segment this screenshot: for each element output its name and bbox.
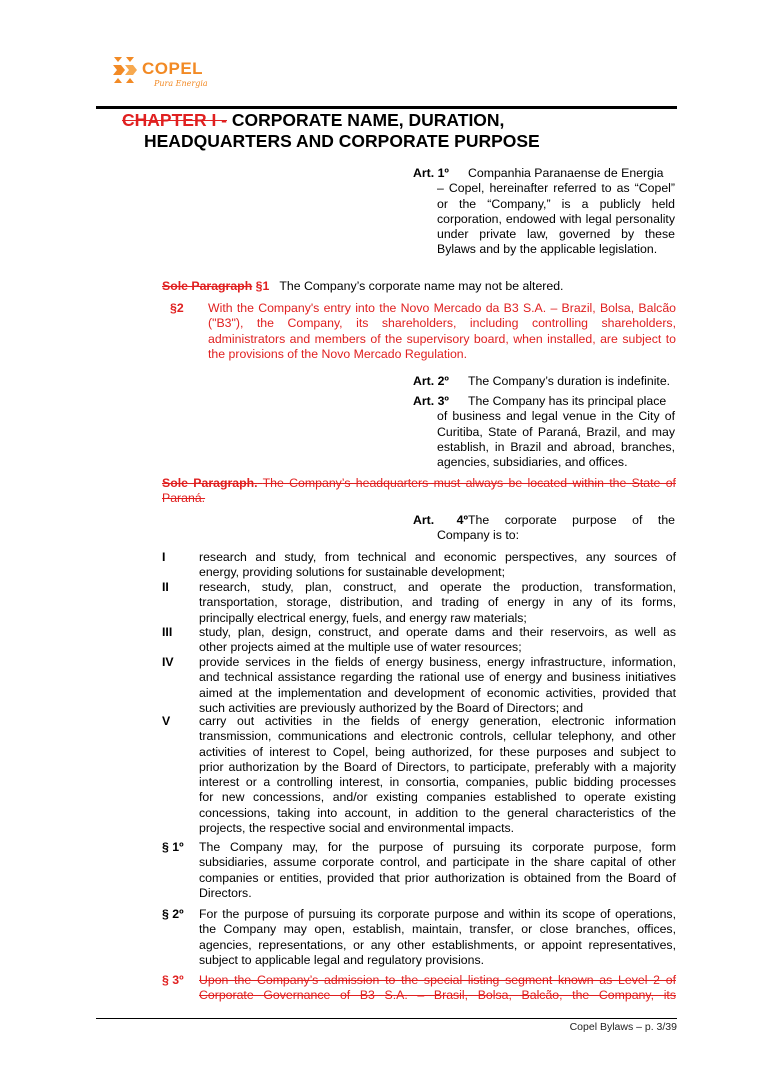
- section-number: § 2º: [162, 907, 184, 921]
- article-2-label: Art. 2º: [413, 374, 449, 388]
- paragraph-section-1: [162, 840, 676, 901]
- item-line: For the purpose of pursuing its corporate purpose and within its scope of operations,: [199, 907, 676, 921]
- article-3-text: of business and legal venue in the City of Curitiba, State of Paraná, Brazil, and may establish, in Brazil and abroad, branches, agencies, subsidiaries, and offices.: [437, 409, 675, 470]
- paragraph-2-text: With the Company's entry into the Novo Mercado da B3 S.A. – Brazil, Bolsa, Balcão ("B3"), the Company, its shareholders, including controlling shareholders, administrators and members of the supervisory board, when installed, are subject to the provisions of the Novo Mercado Regulation.: [208, 301, 676, 361]
- list-item: [162, 655, 676, 716]
- paragraph-1: [162, 279, 676, 294]
- sole-paragraph-deleted-block: [162, 476, 676, 507]
- logo-name: COPEL: [142, 59, 204, 78]
- list-item-number: III: [162, 625, 173, 639]
- section-number: § 3º: [162, 973, 184, 987]
- chapter-title-line1: CORPORATE NAME, DURATION,: [231, 110, 505, 130]
- item-line: The Company may, for the purpose of pursuing its corporate purpose, form: [199, 840, 676, 854]
- header-rule: [96, 106, 677, 109]
- article-3: [413, 394, 675, 470]
- item-line: subsidiaries, assume corporate control, and participate in the share capital of other: [199, 855, 676, 870]
- paragraph-2-added: [170, 301, 676, 362]
- article-1-label: Art. 1º: [413, 166, 449, 180]
- item-line: interest or a controlling interest, in consortia, companies, public bidding processes: [199, 775, 676, 790]
- article-4-label: Art. 4º: [413, 513, 468, 527]
- paragraph-section-2: [162, 907, 676, 968]
- paragraph-2-label: §2: [170, 301, 184, 315]
- sole-paragraph-deleted: Sole Paragraph: [162, 279, 253, 293]
- chapter-title-line2: HEADQUARTERS AND CORPORATE PURPOSE: [144, 131, 540, 151]
- item-line: Corporate Governance of B3 S.A. – Brasil, Bolsa, Balcão, the Company, its: [199, 988, 676, 1003]
- page-footer: Copel Bylaws – p. 3/39: [569, 1021, 677, 1033]
- item-line: such activities are previously authorized by the Board of Directors; and: [199, 700, 584, 715]
- paragraph-section-3-deleted: [162, 973, 676, 1004]
- item-line: the Company may open, establish, maintain, transfer, or close branches, offices,: [199, 922, 676, 937]
- list-item: [162, 714, 676, 836]
- list-item: [162, 580, 676, 626]
- list-item-number: V: [162, 714, 171, 728]
- item-line: agencies, representations, or any other establishments, or appoint representatives,: [199, 937, 676, 952]
- item-line: for new concessions, and/or existing companies established to operate existing: [199, 790, 676, 805]
- item-line: research and study, from technical and economic perspectives, any sources of: [199, 550, 676, 564]
- sole-paragraph-text: The Company’s headquarters must always be located within the State of Paraná.: [162, 476, 676, 506]
- article-1-first: Companhia Paranaense de Energia: [468, 166, 664, 180]
- item-line: Directors.: [199, 885, 252, 900]
- article-4: [413, 513, 675, 544]
- item-line: energy, providing solutions for sustainable development;: [199, 565, 506, 580]
- item-line: other projects aimed at the multiple use of water resources;: [199, 640, 522, 655]
- item-line: concessions, taking into account, in addition to the general characteristics of the: [199, 805, 676, 820]
- item-line: carry out activities in the fields of energy generation, electronic information: [199, 714, 676, 728]
- list-item-number: II: [162, 580, 169, 594]
- list-item-number: I: [162, 550, 166, 564]
- item-line: transportation, storage, distribution, and trading of energy in any of its forms,: [199, 595, 676, 610]
- item-line: Upon the Company’s admission to the special listing segment known as Level 2 of: [199, 973, 676, 987]
- item-line: aimed at the implementation and development of economic activities, provided that: [199, 685, 676, 700]
- item-line: provide services in the fields of energy business, energy infrastructure, information,: [199, 655, 676, 669]
- logo-tagline: Pura Energia: [154, 79, 208, 88]
- list-item: [162, 550, 676, 581]
- section-number: § 1º: [162, 840, 184, 854]
- copel-logo: [112, 53, 232, 93]
- article-3-first: The Company has its principal place: [468, 394, 667, 408]
- article-3-label: Art. 3º: [413, 394, 449, 408]
- item-line: and technical assistance regarding the rational use of energy and business initiatives: [199, 670, 676, 685]
- list-item: [162, 625, 676, 656]
- item-line: projects, the respective social and environmental impacts.: [199, 821, 515, 836]
- article-2-text: The Company’s duration is indefinite.: [468, 374, 671, 388]
- item-line: subject to applicable legal and regulatory provisions.: [199, 952, 485, 967]
- paragraph-1-label: §1: [255, 279, 270, 293]
- paragraph-1-text: The Company’s corporate name may not be altered.: [279, 279, 564, 293]
- item-line: research, study, plan, construct, and operate the production, transformation,: [199, 580, 676, 594]
- chapter-heading: [122, 110, 682, 152]
- list-item-number: IV: [162, 655, 174, 669]
- article-2: [413, 374, 675, 389]
- item-line: principally electrical energy, fuels, and energy raw materials;: [199, 610, 527, 625]
- item-line: prior authorization by the Board of Directors, to participate, preferably with a majority: [199, 759, 676, 774]
- chapter-deleted-number: CHAPTER I -: [122, 110, 227, 130]
- copel-logo-icon: [112, 55, 138, 85]
- item-line: companies or entities, provided that prior authorization is obtained from the Board of: [199, 870, 676, 885]
- article-1-text: – Copel, hereinafter referred to as “Copel” or the “Company,” is a publicly held corporation, endowed with legal personality under private law, governed by these Bylaws and by the applicable legislation.: [437, 181, 675, 257]
- item-line: transmission, communications and electronic controls, cellular telephony, and other: [199, 729, 676, 744]
- item-line: activities of interest to Copel, being authorized, for these purposes and subject to: [199, 744, 676, 759]
- item-line: study, plan, design, construct, and operate dams and their reservoirs, as well as: [199, 625, 676, 639]
- article-1: [413, 166, 675, 258]
- footer-rule: [96, 1018, 677, 1019]
- article-4-first: The corporate purpose of the: [468, 513, 675, 527]
- sole-paragraph-label: Sole Paragraph.: [162, 476, 258, 490]
- article-4-text: Company is to:: [437, 528, 520, 543]
